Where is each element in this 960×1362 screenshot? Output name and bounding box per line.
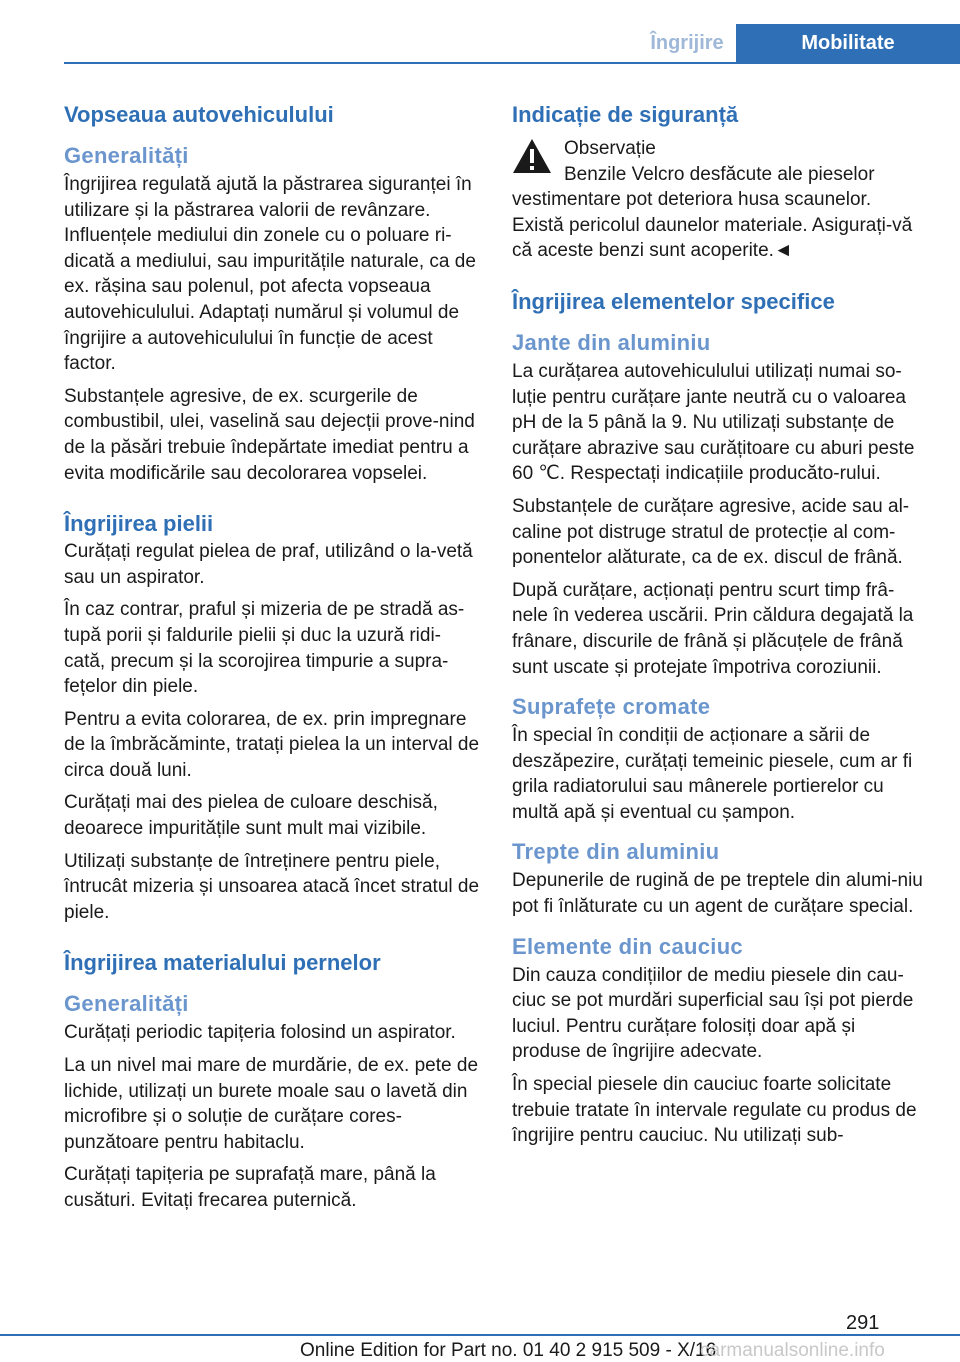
subheading-general: Generalități [64, 143, 189, 168]
paragraph: Utilizați substanțe de întreținere pentru piele, întrucât mizeria și unsoarea atacă încet stratul de piele. [64, 850, 480, 923]
subheading-rims: Jante din aluminiu [512, 329, 711, 355]
paragraph: În special piesele din cauciuc foarte solicitate trebuie tratate în intervale regulate cu produs de îngrijire pentru cauciuc. Nu utilizați sub- [512, 1074, 917, 1147]
subheading-general: Generalități [64, 991, 189, 1017]
heading-safety: Indicație de siguranță [512, 102, 739, 127]
tab-mobilitate[interactable]: Mobilitate [736, 24, 960, 62]
subheading-steps: Trepte din aluminiu [512, 839, 720, 865]
watermark: carmanualsonline.info [700, 1340, 885, 1361]
paragraph: Substanțele agresive, de ex. scurgerile de combustibil, ulei, vaselină sau dejecții prove-nind de la păsări trebuie îndepărtate imediat pentru a evita modificările sau decolorarea vopselei. [64, 385, 475, 484]
paragraph: La un nivel mai mare de murdărie, de ex. pete de lichide, utilizați un burete moale sau o lavetă din microfibre și o soluție de curățare cores-punzătoare pentru habitaclu. [64, 1055, 479, 1153]
paragraph: Curățați mai des pielea de culoare deschisă, deoarece impuritățile sunt mult mai vizibile. [64, 792, 438, 840]
header-bar [64, 24, 960, 64]
paragraph: În caz contrar, praful și mizeria de pe stradă as-tupă porii și faldurile pielii și duc la uzură ridi-cată, precum și la scorojirea timpurie a supra-fețelor din piele. [64, 599, 465, 698]
paragraph: Pentru a evita colorarea, de ex. prin impregnare de la îmbrăcăminte, tratați pielea la un interval de circa două luni. [64, 708, 480, 781]
heading-leather: Îngrijirea pielii [64, 511, 214, 537]
warning-title: Observație [564, 138, 656, 159]
paragraph: Depunerile de rugină de pe treptele din alumi-niu pot fi înlăturate cu un agent de curățare special. [512, 870, 923, 918]
paragraph: Îngrijirea regulată ajută la păstrarea siguranței în utilizare și la păstrarea valorii de revânzare. Influențele mediului din zonele cu o poluare ri-dicată a mediului, sau impuritățile naturale, ca de ex. rășina sau polenul, pot afecta vopseaua autovehiculului. Adaptați numărul și volumul de îngrijire a autovehiculului în funcție de acest factor. [64, 174, 476, 375]
edition-text: Online Edition for Part no. 01 40 2 915 509 - X/16 [300, 1340, 717, 1361]
subheading-chrome: Suprafețe cromate [512, 694, 711, 720]
footer-divider [0, 1334, 960, 1336]
subheading-rubber: Elemente din cauciuc [512, 933, 743, 959]
paragraph: În special în condiții de acționare a sării de deszăpezire, curățați temeinic piesele, cum ar fi grila radiatorului sau mânerele portierelor cu multă apă și eventual cu șampon. [512, 725, 913, 823]
left-column [64, 100, 482, 1221]
paragraph: Substanțele de curățare agresive, acide sau al-caline pot distruge stratul de protecție al com-ponentelor alăturate, ca de ex. discul de frână. [512, 495, 910, 569]
paragraph: Curățați tapițeria pe suprafață mare, până la cusături. Evitați frecarea puternică. [64, 1164, 436, 1211]
warning-box [512, 136, 926, 264]
paragraph: La curățarea autovehiculului utilizați numai so-luție pentru curățare jante neutră cu o valoarea pH de la 5 până la 9. Nu utilizați substanțe de curățare abrazive sau curățitoare cu aburi peste 60 ℃. Respectați indicațiile producăto-rului. [512, 360, 915, 485]
paragraph: Curățați regulat pielea de praf, utilizând o la-vetă sau un aspirator. [64, 541, 473, 588]
heading-specific: Îngrijirea elementelor specifice [512, 288, 835, 314]
right-column [512, 100, 926, 1156]
heading-paint: Vopseaua autovehiculului [64, 102, 334, 127]
tab-ingrijire[interactable]: Îngrijire [650, 32, 724, 54]
paragraph: Curățați periodic tapițeria folosind un aspirator. [64, 1022, 456, 1044]
warning-triangle-icon [512, 138, 552, 174]
paragraph: După curățare, acționați pentru scurt timp frâ-nele în vederea uscării. Prin căldura degajată la frânare, discurile de frână și plăcuțele de frână sunt uscate și protejate împotriva coroziunii. [512, 579, 914, 678]
heading-fabric: Îngrijirea materialului pernelor [64, 950, 381, 976]
warning-text: Benzile Velcro desfăcute ale pieselor vestimentare pot deteriora husa scaunelor. Există pericolul daunelor materiale. Asigurați-vă că aceste benzi sunt acoperite.◄ [512, 163, 913, 262]
page-number: 291 [846, 1312, 880, 1334]
paragraph: Din cauza condițiilor de mediu piesele din cau-ciuc se pot murdări superficial sau își pot pierde luciul. Pentru curățare folosiți doar apă și produse de îngrijire adecvate. [512, 964, 914, 1063]
